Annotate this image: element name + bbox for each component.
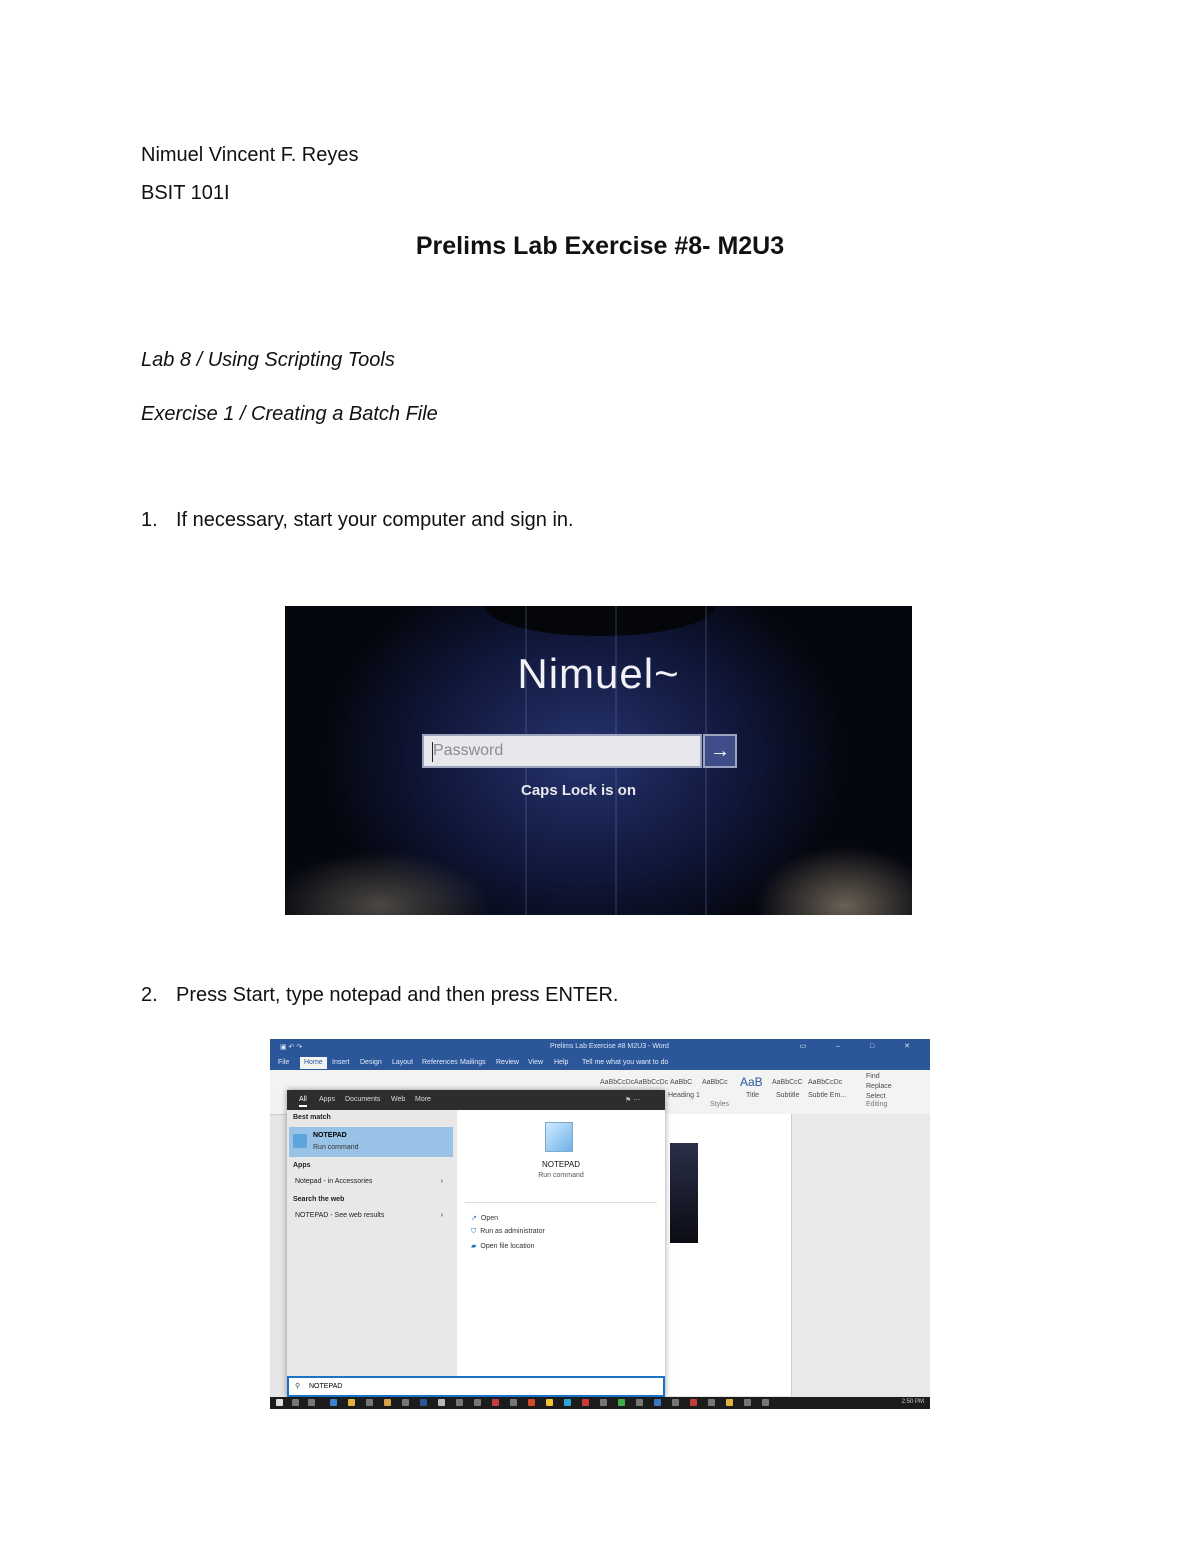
style-normal[interactable]: AaBbCcDc [600, 1079, 635, 1086]
author-name: Nimuel Vincent F. Reyes [141, 144, 359, 166]
lock-username: Nimuel~ [517, 650, 680, 697]
app-icon[interactable] [654, 1399, 661, 1406]
step-text: Press Start, type notepad and then press ENTER. [176, 984, 619, 1006]
document-margin [792, 1114, 930, 1396]
embedded-image [670, 1143, 698, 1243]
start-search-panel [287, 1090, 665, 1397]
tab-help[interactable]: Help [554, 1059, 569, 1066]
best-match-sub: Run command [313, 1144, 359, 1151]
tab-design[interactable]: Design [360, 1059, 382, 1066]
app-icon[interactable] [456, 1399, 463, 1406]
ribbon-tabs [270, 1056, 930, 1070]
password-placeholder: Password [433, 742, 504, 759]
open-action-label: Open [480, 1215, 498, 1222]
chevron-right-icon: › [440, 1212, 443, 1219]
document-title: Prelims Lab Exercise #8- M2U3 [415, 232, 785, 260]
tab-all[interactable]: All [299, 1096, 307, 1107]
search-icon: ⚲ [295, 1383, 301, 1390]
exercise-heading: Exercise 1 / Creating a Batch File [141, 403, 438, 425]
tab-apps[interactable]: Apps [319, 1096, 335, 1103]
search-web-header: Search the web [293, 1196, 345, 1203]
run-as-admin-label: Run as administrator [480, 1228, 545, 1235]
tab-mailings[interactable]: Mailings [460, 1059, 486, 1066]
shield-icon: ⛉ [471, 1228, 477, 1235]
apps-header: Apps [293, 1162, 311, 1169]
tab-insert[interactable]: Insert [332, 1059, 350, 1066]
open-icon: ↗ [471, 1215, 477, 1222]
run-as-admin-action[interactable] [471, 1228, 545, 1236]
app-icon[interactable] [672, 1399, 679, 1406]
chevron-right-icon: › [440, 1178, 443, 1185]
taskbar [270, 1397, 930, 1409]
open-file-location-action[interactable] [471, 1242, 534, 1250]
search-scope-tabs [287, 1090, 665, 1110]
word-icon[interactable] [420, 1399, 427, 1406]
step-text: If necessary, start your computer and sign in. [176, 509, 574, 531]
feedback-icon[interactable]: ⚑ ⋯ [625, 1097, 641, 1104]
window-controls[interactable]: ▭ – □ ✕ [799, 1043, 924, 1050]
save-icon[interactable]: ▣ ↶ ↷ [280, 1044, 303, 1051]
app-result-item[interactable] [295, 1178, 447, 1185]
app-icon[interactable] [690, 1399, 697, 1406]
tab-more[interactable]: More [415, 1096, 431, 1103]
lock-screen-screenshot [285, 606, 912, 915]
app-icon[interactable] [492, 1399, 499, 1406]
style-subtle[interactable]: AaBbCcDc [808, 1079, 843, 1086]
chrome-icon[interactable] [546, 1399, 553, 1406]
app-icon[interactable] [564, 1399, 571, 1406]
app-icon[interactable] [744, 1399, 751, 1406]
app-icon[interactable] [474, 1399, 481, 1406]
word-doc-title: Prelims Lab Exercise #8 M2U3 - Word [550, 1043, 669, 1050]
app-icon[interactable] [438, 1399, 445, 1406]
edge-icon[interactable] [330, 1399, 337, 1406]
app-icon[interactable] [762, 1399, 769, 1406]
tell-me-box[interactable]: Tell me what you want to do [582, 1059, 669, 1066]
tab-view[interactable]: View [528, 1059, 544, 1066]
app-icon[interactable] [708, 1399, 715, 1406]
style-no-spacing[interactable]: AaBbCcDc [634, 1079, 669, 1086]
tab-review[interactable]: Review [496, 1059, 519, 1066]
tab-references[interactable]: References [422, 1059, 458, 1066]
arrow-right-icon[interactable]: → [703, 734, 737, 768]
search-query: NOTEPAD [309, 1383, 343, 1390]
folder-icon[interactable] [384, 1399, 391, 1406]
app-icon[interactable] [618, 1399, 625, 1406]
camera-shadow [485, 606, 715, 636]
tab-documents[interactable]: Documents [345, 1096, 381, 1103]
file-explorer-icon[interactable] [348, 1399, 355, 1406]
search-results-list [287, 1110, 457, 1376]
app-icon[interactable] [600, 1399, 607, 1406]
replace-button[interactable]: Replace [866, 1083, 892, 1090]
best-match-name: NOTEPAD [313, 1132, 347, 1139]
windows-start-icon[interactable] [276, 1399, 283, 1406]
caps-lock-message: Caps Lock is on [520, 782, 637, 799]
password-input[interactable] [422, 734, 702, 768]
select-button[interactable]: Select [866, 1093, 886, 1100]
lab-heading: Lab 8 / Using Scripting Tools [141, 349, 395, 371]
task-view-icon[interactable] [308, 1399, 315, 1406]
folder-icon: ▰ [471, 1243, 477, 1250]
style-heading2[interactable]: AaBbCc [702, 1079, 728, 1086]
tab-layout[interactable]: Layout [392, 1059, 414, 1066]
style-label: Subtitle [776, 1092, 800, 1099]
preview-name: NOTEPAD [541, 1160, 581, 1169]
app-icon[interactable] [528, 1399, 535, 1406]
app-icon[interactable] [402, 1399, 409, 1406]
app-icon[interactable] [636, 1399, 643, 1406]
style-subtitle[interactable]: AaBbCcC [772, 1079, 803, 1086]
group-styles-label: Styles [710, 1101, 730, 1108]
best-match-item[interactable] [289, 1127, 453, 1157]
notepad-large-icon [545, 1122, 573, 1152]
open-file-location-label: Open file location [480, 1243, 535, 1250]
result-preview-pane [457, 1110, 665, 1376]
web-result-item[interactable] [295, 1212, 447, 1219]
section-code: BSIT 101I [141, 182, 230, 204]
step-number: 1. [141, 509, 158, 531]
search-icon[interactable] [292, 1399, 299, 1406]
app-icon[interactable] [582, 1399, 589, 1406]
divider [465, 1202, 657, 1203]
store-icon[interactable] [366, 1399, 373, 1406]
find-button[interactable]: Find [866, 1073, 880, 1080]
notepad-icon [293, 1134, 307, 1148]
tab-web[interactable]: Web [391, 1096, 406, 1103]
preview-sub: Run command [538, 1172, 584, 1179]
style-label: Heading 1 [668, 1092, 700, 1099]
group-editing-label: Editing [866, 1101, 888, 1108]
best-match-header: Best match [293, 1114, 331, 1121]
web-result-label: NOTEPAD - See web results [295, 1212, 385, 1219]
open-action[interactable] [471, 1214, 498, 1222]
word-title-bar [270, 1039, 930, 1056]
style-title[interactable]: AaB [740, 1075, 763, 1089]
search-input[interactable] [287, 1376, 665, 1397]
tab-file[interactable]: File [278, 1059, 290, 1066]
style-label: Subtle Em... [808, 1092, 847, 1099]
app-icon[interactable] [510, 1399, 517, 1406]
word-start-search-screenshot [270, 1039, 930, 1409]
app-icon[interactable] [726, 1399, 733, 1406]
style-heading1[interactable]: AaBbC [670, 1079, 693, 1086]
step-number: 2. [141, 984, 158, 1006]
system-tray-clock[interactable]: 2:50 PM [901, 1399, 924, 1405]
app-result-label: Notepad - in Accessories [295, 1178, 373, 1185]
style-label: Title [746, 1092, 759, 1099]
tab-home[interactable]: Home [300, 1057, 327, 1069]
